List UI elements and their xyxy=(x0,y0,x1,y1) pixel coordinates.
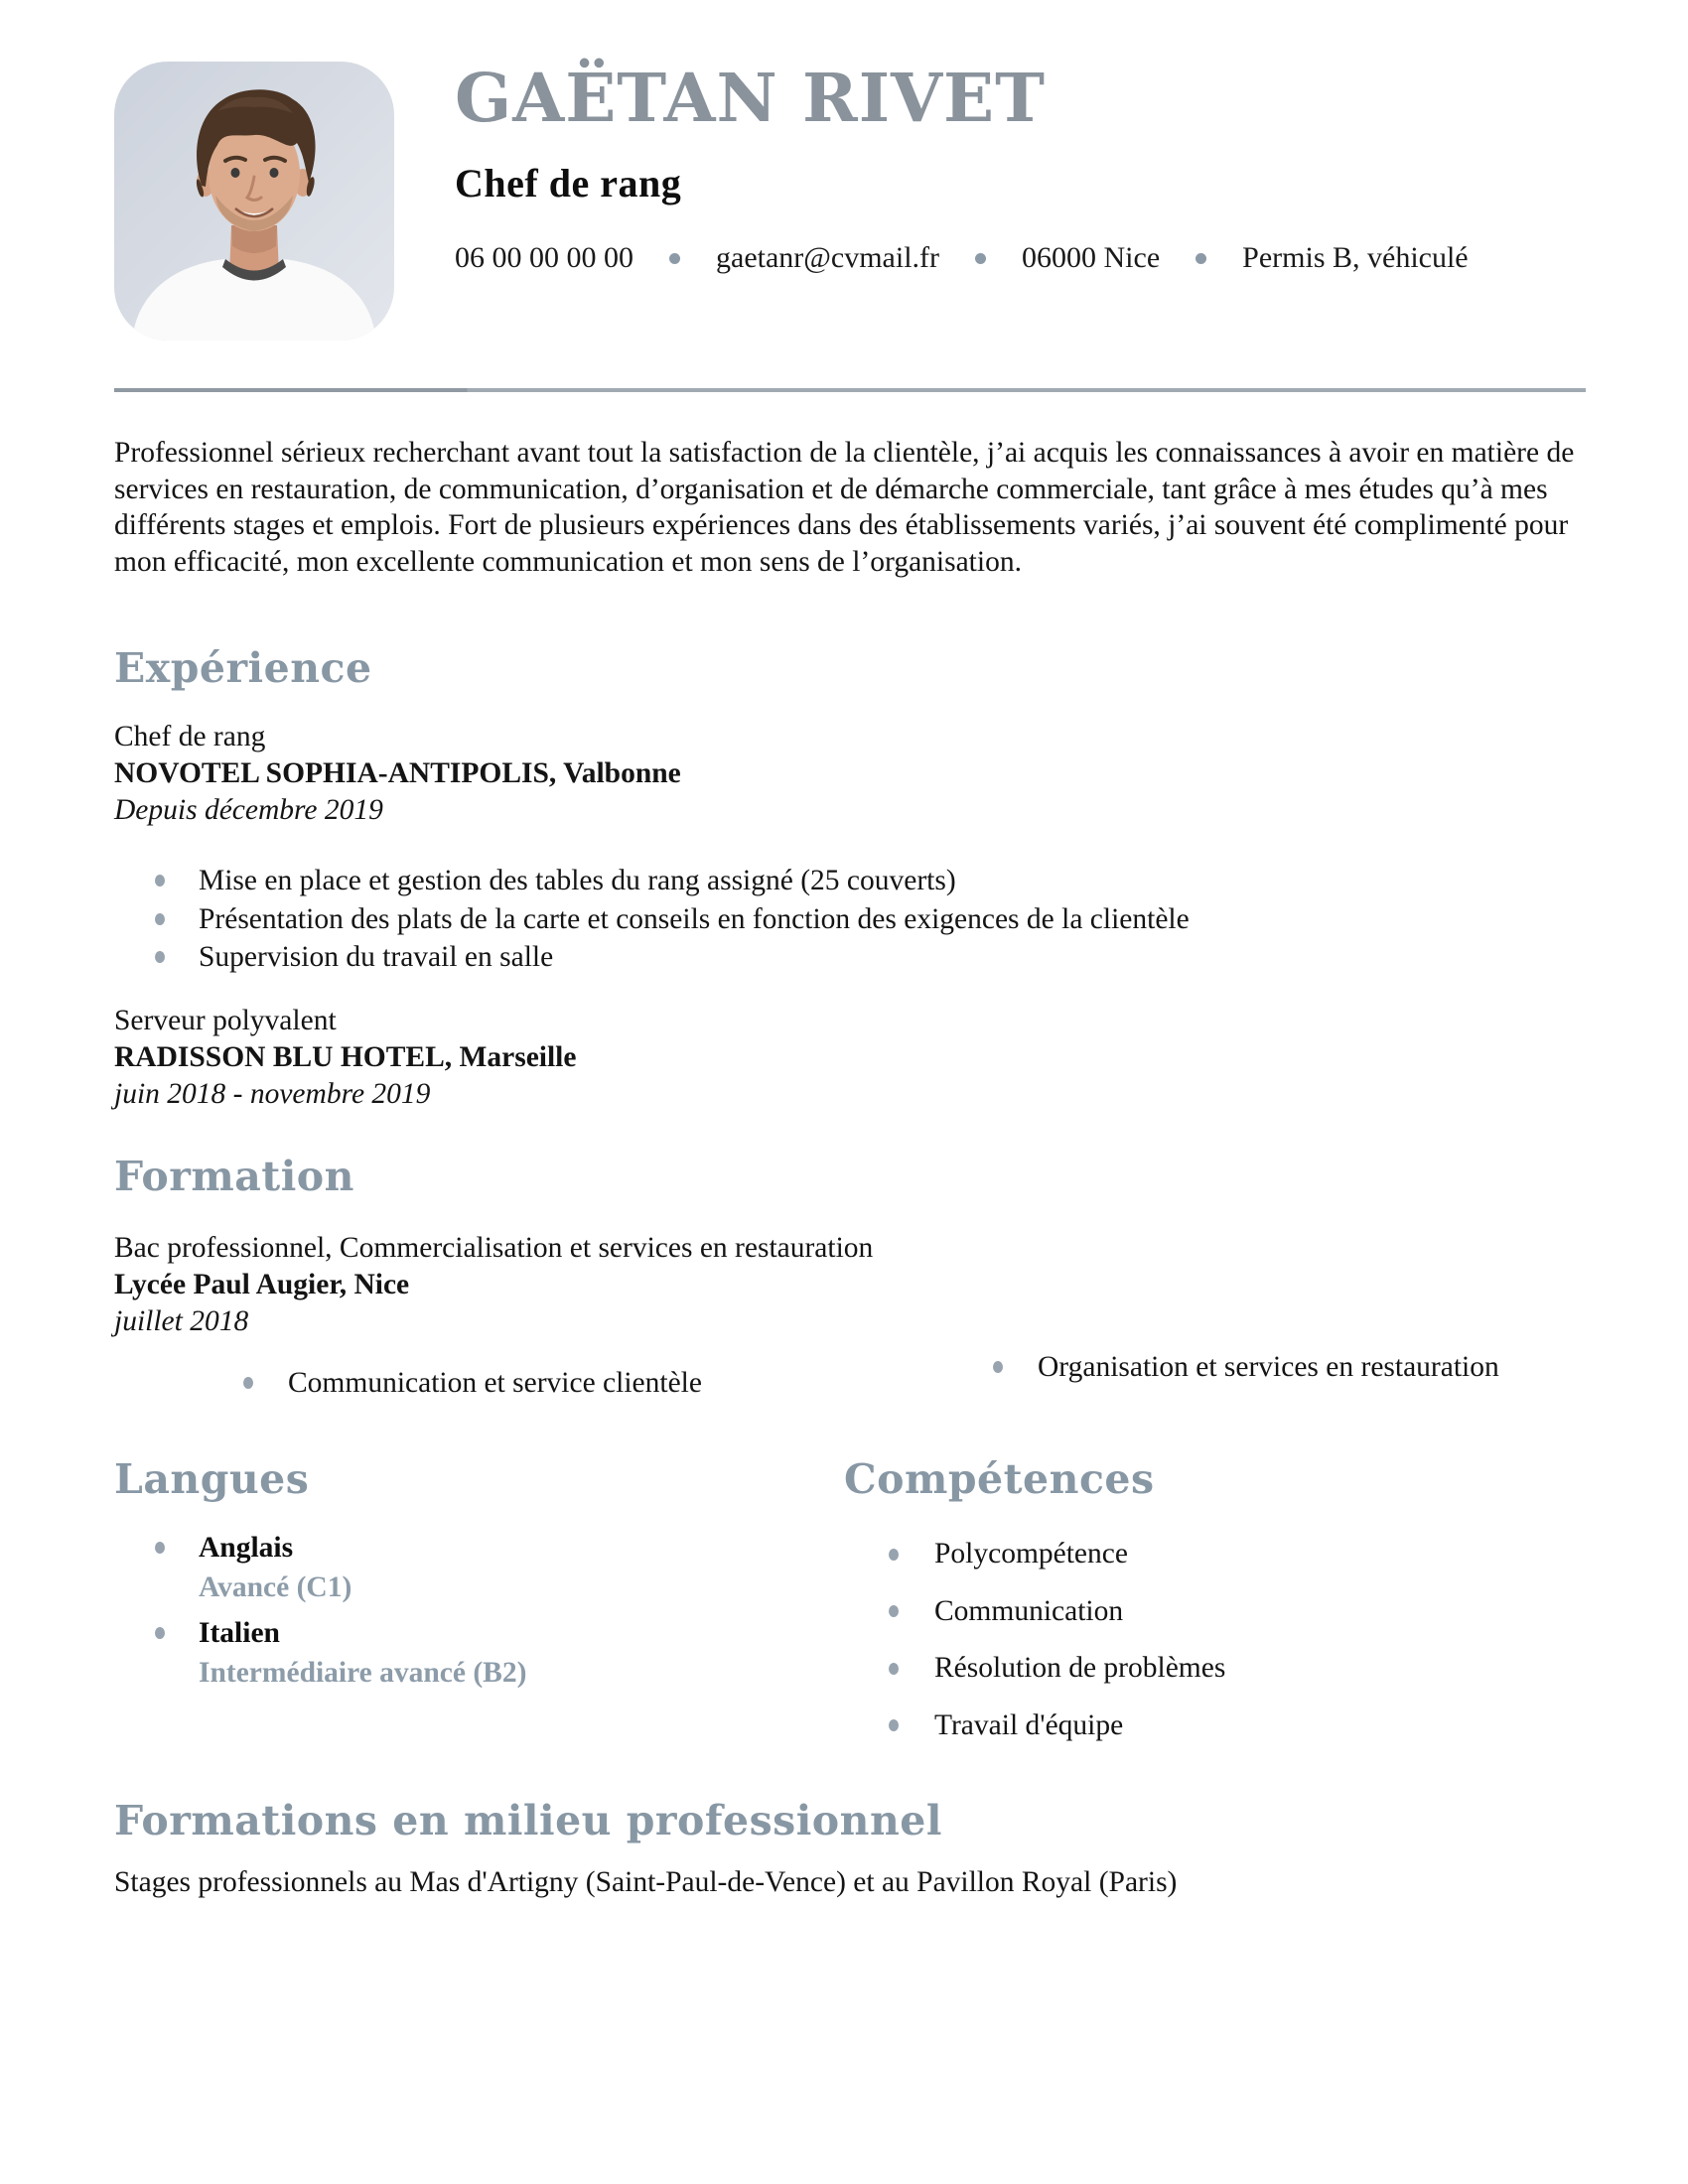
section-heading-langues: Langues xyxy=(114,1455,310,1503)
bullet-dot-icon xyxy=(889,1549,899,1561)
formation-bullet-columns xyxy=(114,1348,1591,1414)
bullet-text: Organisation et services en restauration xyxy=(1038,1351,1499,1383)
job-title: Chef de rang xyxy=(114,721,266,752)
dot-separator-icon xyxy=(669,253,680,264)
skills-list xyxy=(844,1526,1225,1754)
list-item xyxy=(114,862,1190,900)
section-heading-experience: Expérience xyxy=(114,644,372,692)
language-name: Italien xyxy=(199,1617,280,1649)
contact-row xyxy=(455,241,1469,275)
language-name-row xyxy=(114,1529,526,1567)
job-dates: juin 2018 - novembre 2019 xyxy=(114,1078,431,1110)
profile-photo xyxy=(114,62,394,341)
dot-separator-icon xyxy=(1196,253,1206,264)
job-title: Serveur polyvalent xyxy=(114,1005,337,1036)
job-dates: Depuis décembre 2019 xyxy=(114,794,383,826)
section-heading-formation: Formation xyxy=(114,1153,354,1200)
contact-email: gaetanr@cvmail.fr xyxy=(716,241,940,274)
portrait-illustration xyxy=(114,62,394,341)
section-heading-formations-pro: Formations en milieu professionnel xyxy=(114,1797,942,1844)
bullet-text: Présentation des plats de la carte et conseils en fonction des exigences de la clientèle xyxy=(199,902,1190,935)
bullet-dot-icon xyxy=(243,1377,253,1389)
bullet-dot-icon xyxy=(155,1627,165,1639)
list-item xyxy=(844,1698,1225,1755)
list-item xyxy=(844,1583,1225,1641)
person-job-title: Chef de rang xyxy=(455,161,682,205)
job-company: RADISSON BLU HOTEL, Marseille xyxy=(114,1041,577,1073)
bullet-text: Mise en place et gestion des tables du rang assigné (25 couverts) xyxy=(199,865,956,896)
language-item xyxy=(114,1529,526,1608)
bullet-dot-icon xyxy=(889,1605,899,1617)
language-level: Avancé (C1) xyxy=(199,1571,352,1603)
profile-summary: Professionnel sérieux recherchant avant tout la satisfaction de la clientèle, j’ai acquis les connaissances à avoir en matière de services en restauration, de communication, d’organisation et de démarche commerciale, tant grâce à mes études qu’à mes différents stages et emplois. Fort de plusieurs expériences dans des établissements variés, j’ai souvent été complimenté pour mon efficacité, mon excellente communication et mon sens de l’organisation. xyxy=(114,437,1575,578)
formation-entry xyxy=(114,1230,873,1340)
internships-text: Stages professionnels au Mas d'Artigny (Saint-Paul-de-Vence) et au Pavillon Royal (Paris) xyxy=(114,1866,1178,1898)
skill-text: Communication xyxy=(934,1594,1124,1627)
bullet-dot-icon xyxy=(155,913,165,925)
experience-bullet-list xyxy=(114,862,1190,977)
bullet-text: Communication et service clientèle xyxy=(288,1367,702,1399)
formation-dates: juillet 2018 xyxy=(114,1305,249,1337)
contact-driving-license: Permis B, véhiculé xyxy=(1242,241,1469,274)
language-item xyxy=(114,1614,526,1694)
bullet-dot-icon xyxy=(889,1719,899,1731)
degree-title: Bac professionnel, Commercialisation et services en restauration xyxy=(114,1232,874,1264)
bullet-dot-icon xyxy=(993,1361,1003,1373)
dot-separator-icon xyxy=(975,253,986,264)
list-item xyxy=(993,1348,1499,1386)
bullet-dot-icon xyxy=(889,1663,899,1675)
skill-text: Polycompétence xyxy=(934,1538,1128,1570)
list-item xyxy=(243,1364,702,1402)
experience-entry xyxy=(114,719,681,829)
bullet-dot-icon xyxy=(155,1542,165,1554)
bullet-text: Supervision du travail en salle xyxy=(199,941,554,973)
contact-phone: 06 00 00 00 00 xyxy=(455,241,633,274)
bullet-dot-icon xyxy=(155,951,165,963)
contact-location: 06000 Nice xyxy=(1022,241,1161,274)
experience-entry xyxy=(114,1003,576,1113)
person-name: GAËTAN RIVET xyxy=(455,59,1046,137)
section-heading-competences: Compétences xyxy=(844,1455,1155,1503)
job-company: NOVOTEL SOPHIA-ANTIPOLIS, Valbonne xyxy=(114,757,681,789)
list-item xyxy=(114,900,1190,939)
list-item xyxy=(844,1640,1225,1698)
list-item xyxy=(844,1526,1225,1583)
language-name: Anglais xyxy=(199,1532,294,1564)
skill-text: Résolution de problèmes xyxy=(934,1652,1226,1684)
languages-list xyxy=(114,1529,526,1694)
list-item xyxy=(114,938,1190,977)
skill-text: Travail d'équipe xyxy=(934,1708,1124,1741)
language-name-row xyxy=(114,1614,526,1652)
header-divider xyxy=(114,388,1586,392)
language-level: Intermédiaire avancé (B2) xyxy=(199,1657,527,1689)
bullet-dot-icon xyxy=(155,875,165,887)
school-name: Lycée Paul Augier, Nice xyxy=(114,1269,410,1300)
